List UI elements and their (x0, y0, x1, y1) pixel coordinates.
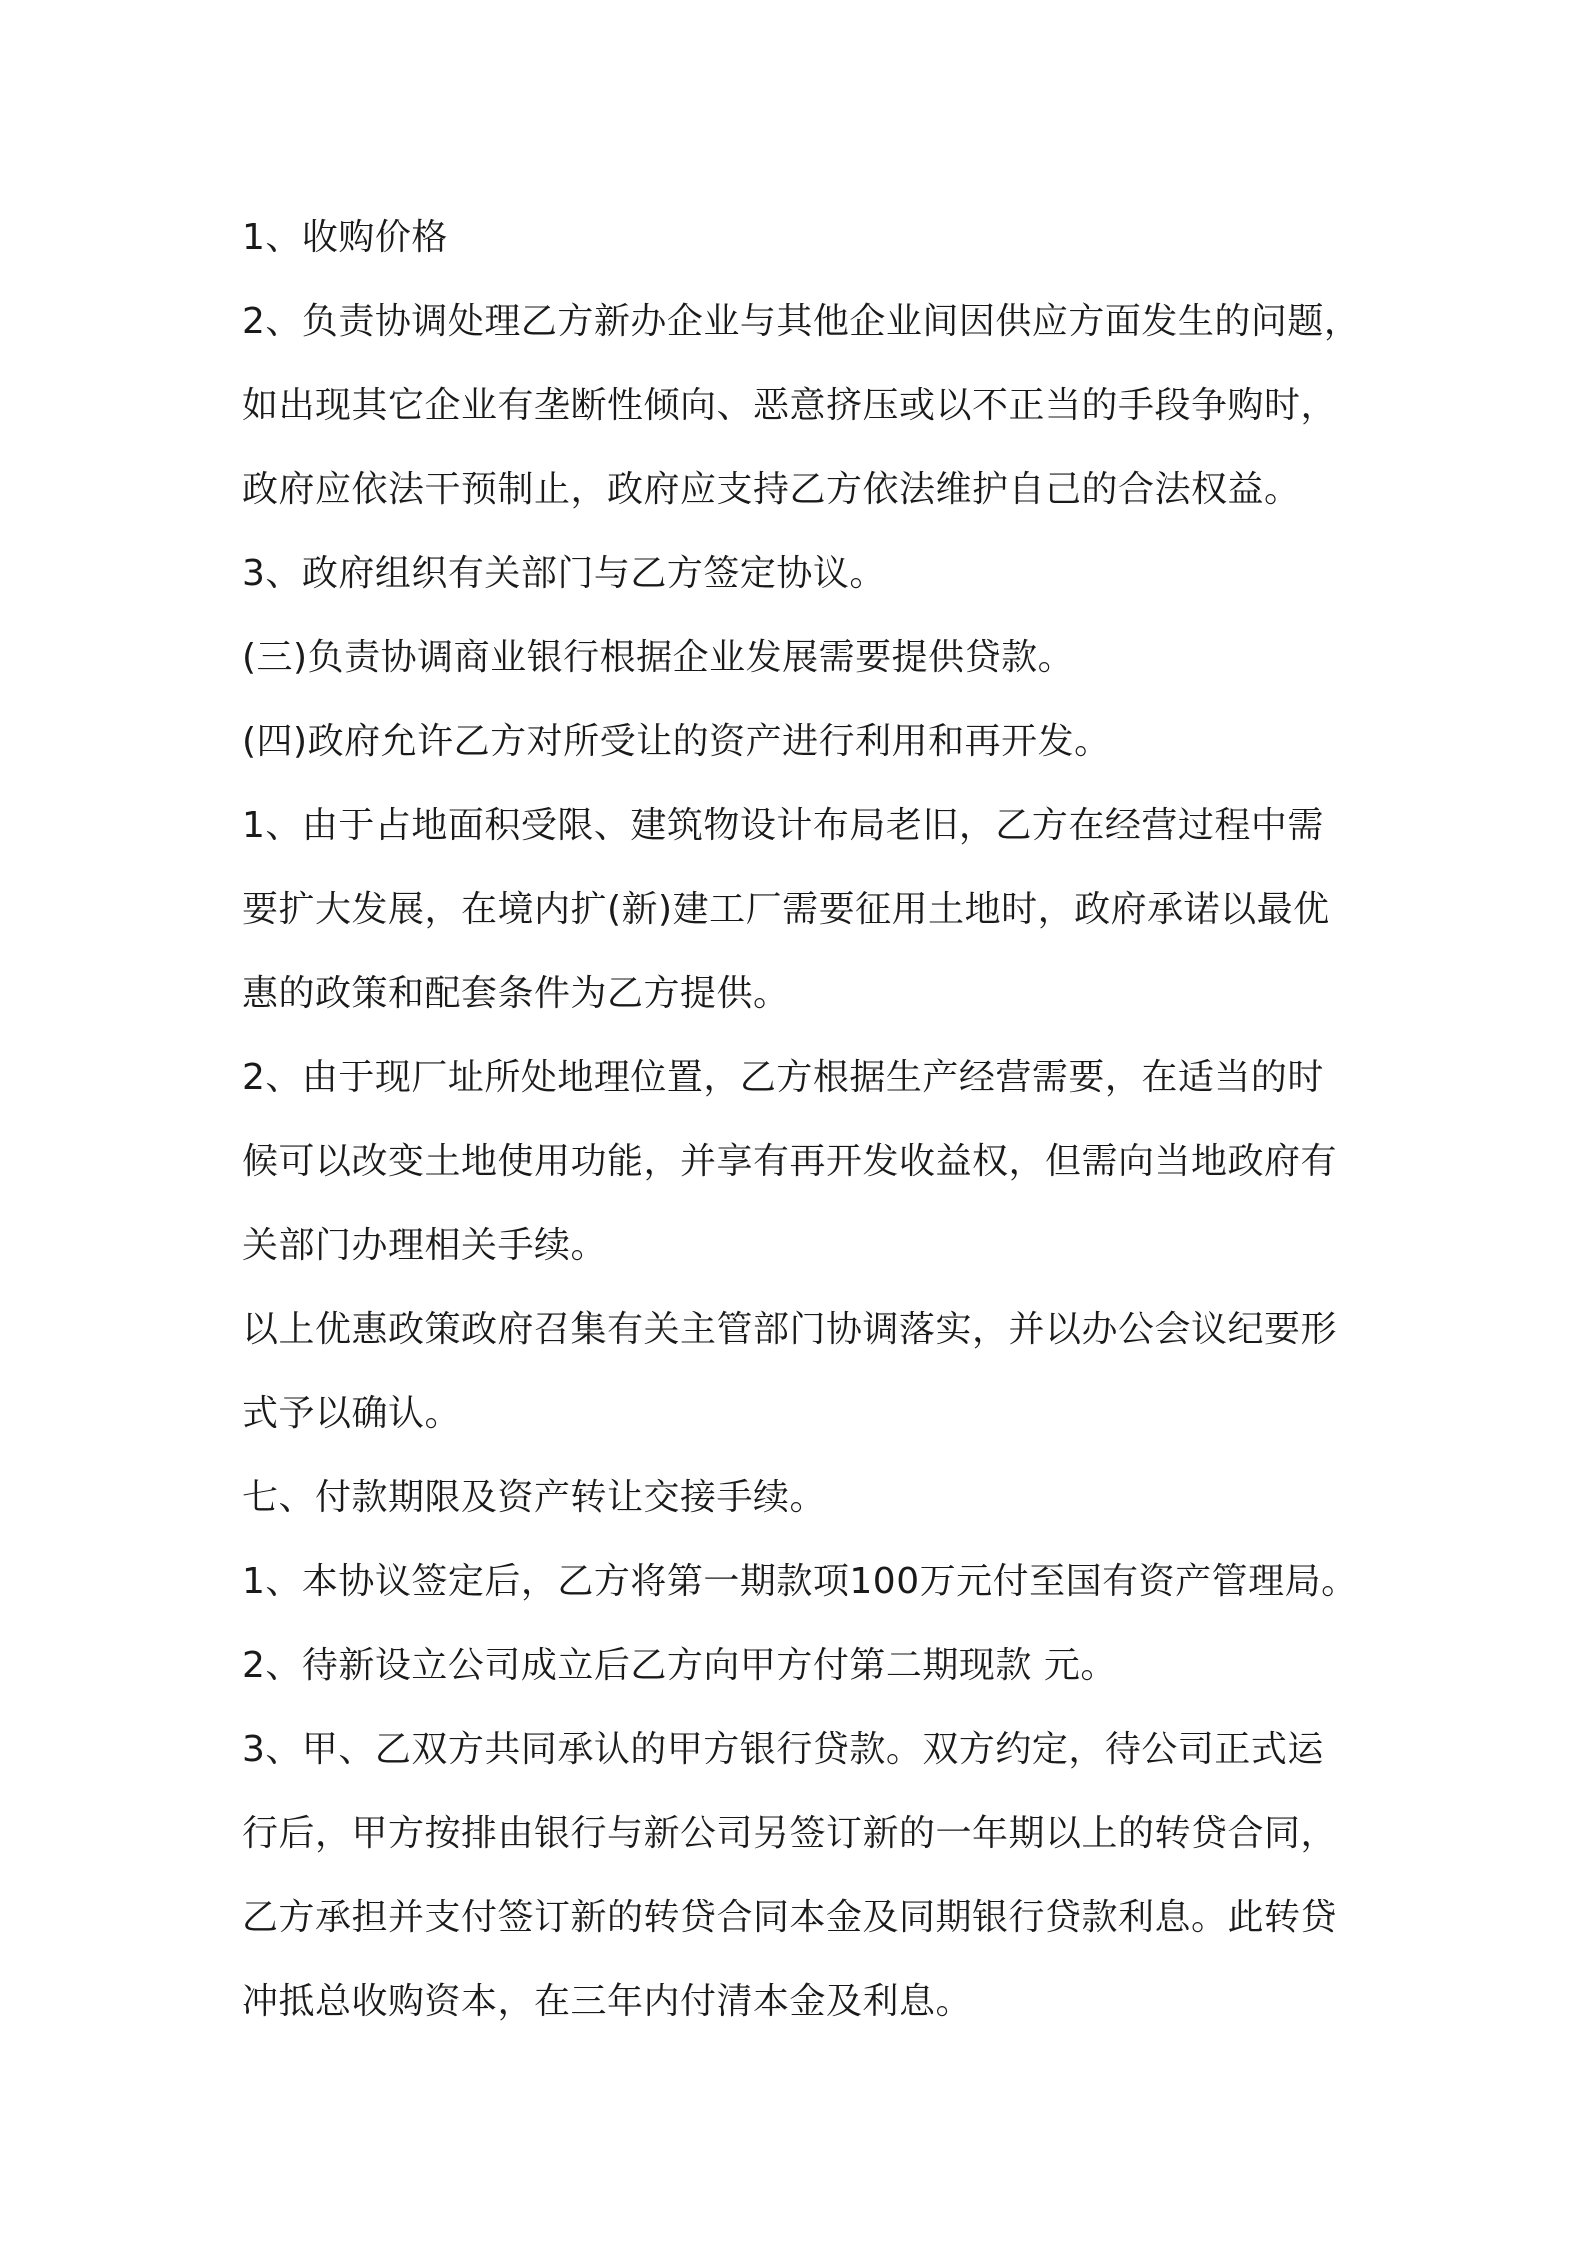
text-line: 1、收购价格 (242, 217, 448, 258)
document-body (242, 196, 1372, 2044)
text-line: 式予以确认。 (242, 1393, 462, 1434)
text-line: 以上优惠政策政府召集有关主管部门协调落实，并以办公会议纪要形 (242, 1309, 1338, 1350)
text-line: 乙方承担并支付签订新的转贷合同本金及同期银行贷款利息。此转贷 (242, 1897, 1338, 1938)
text-line: (四)政府允许乙方对所受让的资产进行利用和再开发。 (242, 721, 1111, 762)
text-line: 政府应依法干预制止，政府应支持乙方依法维护自己的合法权益。 (242, 469, 1301, 510)
text-line: 冲抵总收购资本，在三年内付清本金及利息。 (242, 1981, 973, 2022)
text-line: (三)负责协调商业银行根据企业发展需要提供贷款。 (242, 637, 1075, 678)
text-line: 七、付款期限及资产转让交接手续。 (242, 1477, 827, 1518)
text-line: 如出现其它企业有垄断性倾向、恶意挤压或以不正当的手段争购时， (242, 385, 1338, 426)
text-line: 3、甲、乙双方共同承认的甲方银行贷款。双方约定，待公司正式运 (242, 1729, 1324, 1770)
text-line: 2、负责协调处理乙方新办企业与其他企业间因供应方面发生的问题， (242, 301, 1361, 342)
text-line: 行后，甲方按排由银行与新公司另签订新的一年期以上的转贷合同， (242, 1813, 1338, 1854)
text-line: 要扩大发展，在境内扩(新)建工厂需要征用土地时，政府承诺以最优 (242, 889, 1330, 930)
text-line: 2、由于现厂址所处地理位置，乙方根据生产经营需要，在适当的时 (242, 1057, 1324, 1098)
text-line: 3、政府组织有关部门与乙方签定协议。 (242, 553, 886, 594)
text-line: 2、待新设立公司成立后乙方向甲方付第二期现款 元。 (242, 1645, 1117, 1686)
text-line: 惠的政策和配套条件为乙方提供。 (242, 973, 790, 1014)
text-line: 候可以改变土地使用功能，并享有再开发收益权，但需向当地政府有 (242, 1141, 1338, 1182)
text-line: 1、由于占地面积受限、建筑物设计布局老旧，乙方在经营过程中需 (242, 805, 1324, 846)
text-line: 关部门办理相关手续。 (242, 1225, 608, 1266)
text-line: 1、本协议签定后，乙方将第一期款项100万元付至国有资产管理局。 (242, 1561, 1358, 1602)
